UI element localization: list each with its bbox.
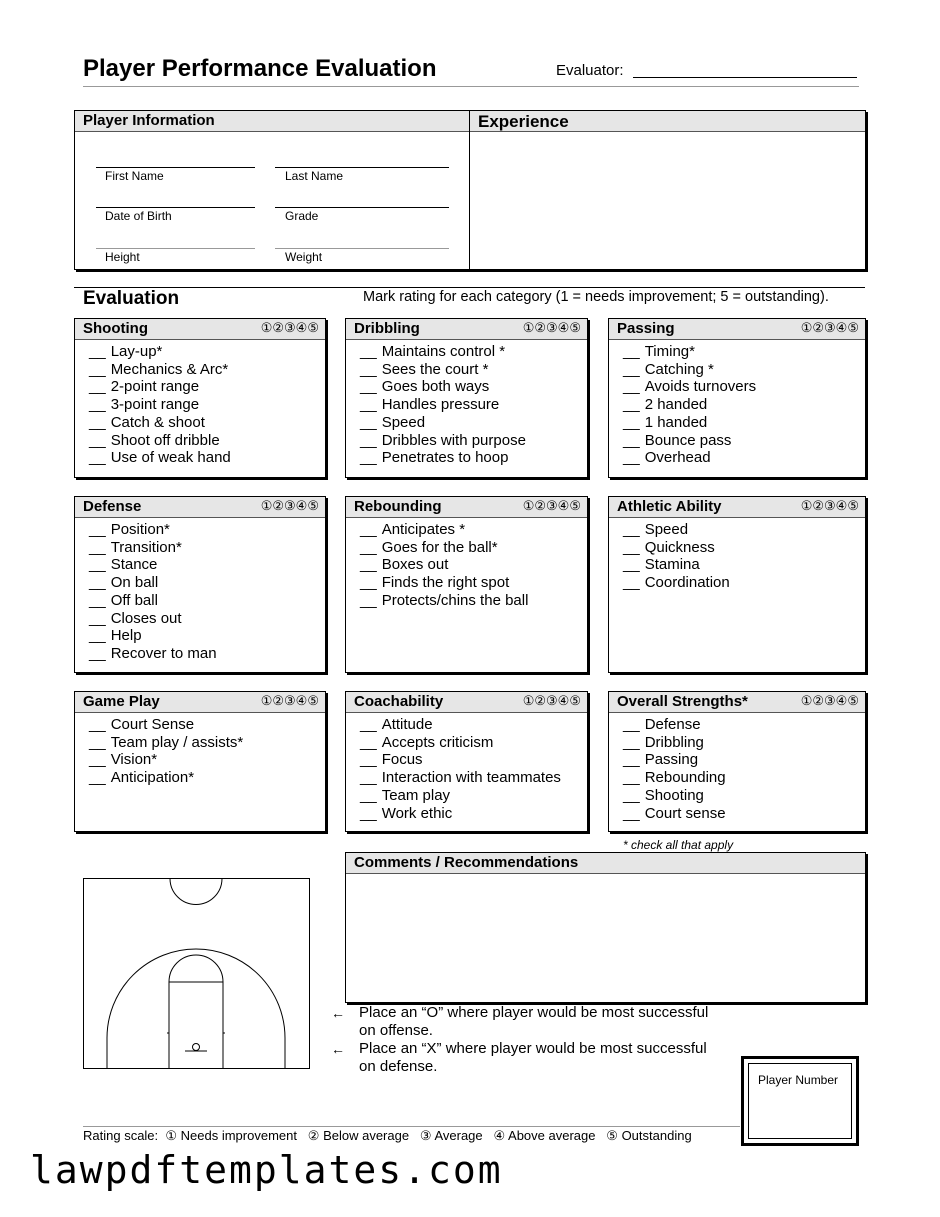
category-title-text: Rebounding [354,498,442,515]
defense-instruction-line2: on defense. [359,1058,438,1075]
arrow-left-icon: ← [331,1041,345,1057]
checklist-item[interactable] [360,716,587,734]
category-title [346,692,587,713]
checklist-item-label: Handles pressure [381,396,500,414]
checklist-item-label: Rebounding [644,769,726,787]
checklist-item-label: Interaction with teammates [381,769,561,787]
checklist-item[interactable] [623,539,865,557]
checklist-item-label: Anticipates * [381,521,466,538]
check-blank[interactable]: __ [360,804,377,822]
category-title-text: Dribbling [354,320,420,337]
rating-options[interactable]: ①②③④⑤ [800,693,859,708]
checklist-item-label: Catching * [644,360,714,378]
checklist-item-label: Transition* [110,538,182,556]
category-title [609,692,865,713]
checklist-item[interactable] [89,539,325,557]
check-blank[interactable]: __ [360,733,377,751]
offense-instruction-line2: on offense. [359,1022,433,1039]
category-title [75,497,325,518]
checklist-item[interactable] [89,432,325,450]
checklist-item-label: Team play [381,786,451,804]
category-rebounding [345,496,588,673]
evaluator-field[interactable] [633,77,857,78]
checklist-item-label: Focus [381,751,423,769]
checklist-item[interactable] [623,769,865,787]
checklist-item[interactable] [360,414,587,432]
checklist-item-label: Team play / assists* [110,733,244,751]
checklist-item-label: Shoot off dribble [110,431,220,449]
category-title-text: Coachability [354,693,444,710]
checklist-item-label: Sees the court * [381,360,489,378]
checklist-item-label: Boxes out [381,556,449,574]
check-blank[interactable]: __ [623,538,640,556]
site-watermark: lawpdftemplates.com [30,1148,503,1192]
checklist-item[interactable] [89,610,325,628]
category-dribbling [345,318,588,478]
category-title-text: Passing [617,320,675,337]
checklist-item-label: Dribbles with purpose [381,431,526,449]
check-blank[interactable]: __ [623,360,640,378]
checklist [75,343,325,467]
checklist-item[interactable] [89,734,325,752]
weight-label: Weight [285,250,323,264]
checklist-item[interactable] [623,414,865,432]
check-blank[interactable]: __ [89,343,106,360]
checklist-item[interactable] [360,787,587,805]
check-blank[interactable]: __ [623,449,640,467]
check-blank[interactable]: __ [89,591,106,609]
check-blank[interactable]: __ [89,360,106,378]
category-title-text: Athletic Ability [617,498,722,515]
checklist-item[interactable] [89,556,325,574]
rating-options[interactable]: ①②③④⑤ [522,693,581,708]
checklist-item-label: Recover to man [110,644,217,662]
checklist-item-label: Stance [110,556,158,574]
checklist-item-label: Speed [644,521,689,538]
checklist-item[interactable] [623,734,865,752]
checklist-item-label: Attitude [381,716,433,733]
checklist-item[interactable] [623,449,865,467]
checklist-item-label: Goes both ways [381,378,490,396]
checklist-item[interactable] [360,734,587,752]
checklist-item-label: Catch & shoot [110,413,205,431]
first-name-label: First Name [105,169,164,183]
check-blank[interactable]: __ [623,521,640,538]
rating-options[interactable]: ①②③④⑤ [800,498,859,513]
checklist-item-label: Penetrates to hoop [381,449,509,467]
category-athletic-ability [608,496,866,673]
check-blank[interactable]: __ [89,644,106,662]
check-blank[interactable]: __ [89,627,106,645]
checklist-item[interactable] [89,414,325,432]
checklist-item-label: Coordination [644,574,730,592]
category-title [346,497,587,518]
checklist-item[interactable] [623,574,865,592]
experience-section[interactable] [469,110,866,270]
rating-options[interactable]: ①②③④⑤ [260,693,319,708]
checklist-item-label: Closes out [110,609,182,627]
check-blank[interactable]: __ [623,431,640,449]
comments-title: Comments / Recommendations [346,853,865,874]
checklist-item[interactable] [360,361,587,379]
checklist [609,521,865,592]
rating-options[interactable]: ①②③④⑤ [260,498,319,513]
checklist-item[interactable] [360,574,587,592]
check-blank[interactable]: __ [623,413,640,431]
header-divider [83,86,859,87]
checklist-item-label: Bounce pass [644,431,732,449]
category-title-text: Overall Strengths* [617,693,748,710]
experience-title: Experience [470,111,865,132]
checklist-item-label: Protects/chins the ball [381,591,529,609]
check-blank[interactable]: __ [360,786,377,804]
checklist-item[interactable] [89,574,325,592]
check-blank[interactable]: __ [89,733,106,751]
category-title [609,319,865,340]
checklist-item[interactable] [360,751,587,769]
checklist-item[interactable] [623,361,865,379]
offense-instruction-line1: Place an “O” where player would be most successful [359,1004,709,1021]
checklist-item[interactable] [89,343,325,361]
checklist-item-label: Defense [644,716,701,733]
check-blank[interactable]: __ [360,538,377,556]
checklist-item[interactable] [360,343,587,361]
first-name-field[interactable] [96,167,255,168]
checklist [609,343,865,467]
check-blank[interactable]: __ [623,378,640,396]
checklist-item[interactable] [623,396,865,414]
category-shooting [74,318,326,478]
checklist-item-label: Passing [644,751,699,769]
checklist-item-label: Dribbling [644,733,704,751]
player-information-title: Player Information [75,111,469,132]
checklist-item-label: Lay-up* [110,343,163,360]
check-blank[interactable]: __ [360,716,377,733]
checklist-item[interactable] [623,716,865,734]
checklist-item[interactable] [89,592,325,610]
check-blank[interactable]: __ [360,574,377,592]
rating-options[interactable]: ①②③④⑤ [800,320,859,335]
height-label: Height [105,250,140,264]
grade-label: Grade [285,209,319,223]
checklist-item-label: Stamina [644,556,700,574]
checklist-item[interactable] [89,396,325,414]
check-blank[interactable]: __ [623,769,640,787]
checklist-item-label: Accepts criticism [381,733,494,751]
checklist-item-label: Shooting [644,786,704,804]
category-defense [74,496,326,673]
checklist-item[interactable] [360,539,587,557]
check-blank[interactable]: __ [89,521,106,538]
check-blank[interactable]: __ [89,413,106,431]
player-number-label: Player Number [758,1073,839,1087]
check-blank[interactable]: __ [360,556,377,574]
check-blank[interactable]: __ [360,343,377,360]
check-blank[interactable]: __ [89,751,106,769]
evaluation-title: Evaluation [83,288,180,309]
checklist-item[interactable] [623,805,865,823]
check-all-note: * check all that apply [623,838,734,852]
check-blank[interactable]: __ [89,574,106,592]
checklist-item-label: Speed [381,413,426,431]
category-title [346,319,587,340]
category-title [609,497,865,518]
checklist [75,521,325,663]
checklist-item-label: On ball [110,574,159,592]
check-blank[interactable]: __ [623,716,640,733]
checklist-item-label: Court sense [644,804,726,822]
check-blank[interactable]: __ [360,751,377,769]
checklist-item[interactable] [623,378,865,396]
height-field[interactable] [96,248,255,249]
checklist-item-label: Overhead [644,449,711,467]
evaluation-instruction: Mark rating for each category (1 = needs improvement; 5 = outstanding). [363,289,829,305]
arrow-left-icon: ← [331,1005,345,1021]
checklist-item[interactable] [89,769,325,787]
checklist-item-label: Quickness [644,538,715,556]
evaluator-label: Evaluator: [556,62,624,79]
category-title-text: Game Play [83,693,160,710]
date-of-birth-field[interactable] [96,207,255,208]
checklist-item[interactable] [360,592,587,610]
checklist-item[interactable] [360,378,587,396]
checklist-item-label: 1 handed [644,413,708,431]
player-number-box[interactable] [741,1056,859,1146]
checklist [75,716,325,787]
check-blank[interactable]: __ [89,396,106,414]
check-blank[interactable]: __ [89,538,106,556]
checklist [346,343,587,467]
rating-options[interactable]: ①②③④⑤ [260,320,319,335]
last-name-label: Last Name [285,169,344,183]
category-title [75,319,325,340]
checklist-item[interactable] [623,521,865,539]
page-title: Player Performance Evaluation [83,55,437,82]
checklist-item[interactable] [360,449,587,467]
check-blank[interactable]: __ [623,396,640,414]
check-blank[interactable]: __ [360,449,377,467]
checklist [346,521,587,610]
check-blank[interactable]: __ [623,556,640,574]
checklist-item[interactable] [360,432,587,450]
checklist-item-label: Mechanics & Arc* [110,360,229,378]
checklist-item[interactable] [89,751,325,769]
checklist-item-label: Maintains control * [381,343,506,360]
checklist [346,716,587,822]
check-blank[interactable]: __ [623,574,640,592]
checklist-item[interactable] [89,449,325,467]
player-information-section [74,110,470,270]
checklist-item[interactable] [623,343,865,361]
check-blank[interactable]: __ [360,431,377,449]
checklist-item-label: Use of weak hand [110,449,231,467]
checklist-item-label: 2-point range [110,378,200,396]
category-title-text: Shooting [83,320,148,337]
checklist-item-label: Goes for the ball* [381,538,498,556]
check-blank[interactable]: __ [360,521,377,538]
rating-options[interactable]: ①②③④⑤ [522,320,581,335]
check-blank[interactable]: __ [623,786,640,804]
check-blank[interactable]: __ [89,716,106,733]
checklist-item[interactable] [89,521,325,539]
rating-scale-legend: Rating scale: ① Needs improvement ② Below average ③ Average ④ Above average ⑤ Outstanding [83,1128,692,1143]
checklist [609,716,865,822]
check-blank[interactable]: __ [623,751,640,769]
checklist-item[interactable] [623,556,865,574]
defense-instruction-line1: Place an “X” where player would be most successful [359,1040,707,1057]
checklist-item-label: Timing* [644,343,695,360]
checklist-item-label: Finds the right spot [381,574,510,592]
check-blank[interactable]: __ [89,431,106,449]
check-blank[interactable]: __ [360,396,377,414]
check-blank[interactable]: __ [360,413,377,431]
checklist-item-label: Work ethic [381,804,453,822]
check-blank[interactable]: __ [89,378,106,396]
checklist-item-label: 3-point range [110,396,200,414]
check-blank[interactable]: __ [360,360,377,378]
checklist-item[interactable] [360,521,587,539]
last-name-field[interactable] [275,167,449,168]
rating-options[interactable]: ①②③④⑤ [522,498,581,513]
checklist-item-label: Vision* [110,751,158,769]
check-blank[interactable]: __ [623,733,640,751]
checklist-item-label: Court Sense [110,716,195,733]
check-blank[interactable]: __ [89,609,106,627]
category-overall-strengths [608,691,866,832]
category-title [75,692,325,713]
evaluation-divider [74,287,865,288]
checklist-item-label: Off ball [110,591,158,609]
checklist-item-label: 2 handed [644,396,708,414]
checklist-item[interactable] [360,805,587,823]
checklist-item[interactable] [89,645,325,663]
half-court-diagram[interactable] [83,878,310,1069]
comments-section[interactable] [345,852,866,1003]
checklist-item-label: Help [110,627,142,645]
category-coachability [345,691,588,832]
check-blank[interactable]: __ [89,556,106,574]
checklist-item[interactable] [623,751,865,769]
check-blank[interactable]: __ [623,343,640,360]
weight-field[interactable] [275,248,449,249]
check-blank[interactable]: __ [360,378,377,396]
checklist-item-label: Anticipation* [110,769,195,787]
checklist-item[interactable] [360,556,587,574]
checklist-item[interactable] [89,627,325,645]
checklist-item[interactable] [623,432,865,450]
checklist-item[interactable] [360,769,587,787]
check-blank[interactable]: __ [360,591,377,609]
checklist-item-label: Position* [110,521,170,538]
check-blank[interactable]: __ [360,769,377,787]
check-blank[interactable]: __ [623,804,640,822]
category-passing [608,318,866,478]
date-of-birth-label: Date of Birth [105,209,172,223]
category-game-play [74,691,326,832]
grade-field[interactable] [275,207,449,208]
checklist-item[interactable] [89,378,325,396]
checklist-item[interactable] [89,716,325,734]
checklist-item[interactable] [89,361,325,379]
checklist-item-label: Avoids turnovers [644,378,757,396]
footer-divider [83,1126,740,1127]
check-blank[interactable]: __ [89,769,106,787]
checklist-item[interactable] [360,396,587,414]
checklist-item[interactable] [623,787,865,805]
category-title-text: Defense [83,498,142,515]
check-blank[interactable]: __ [89,449,106,467]
